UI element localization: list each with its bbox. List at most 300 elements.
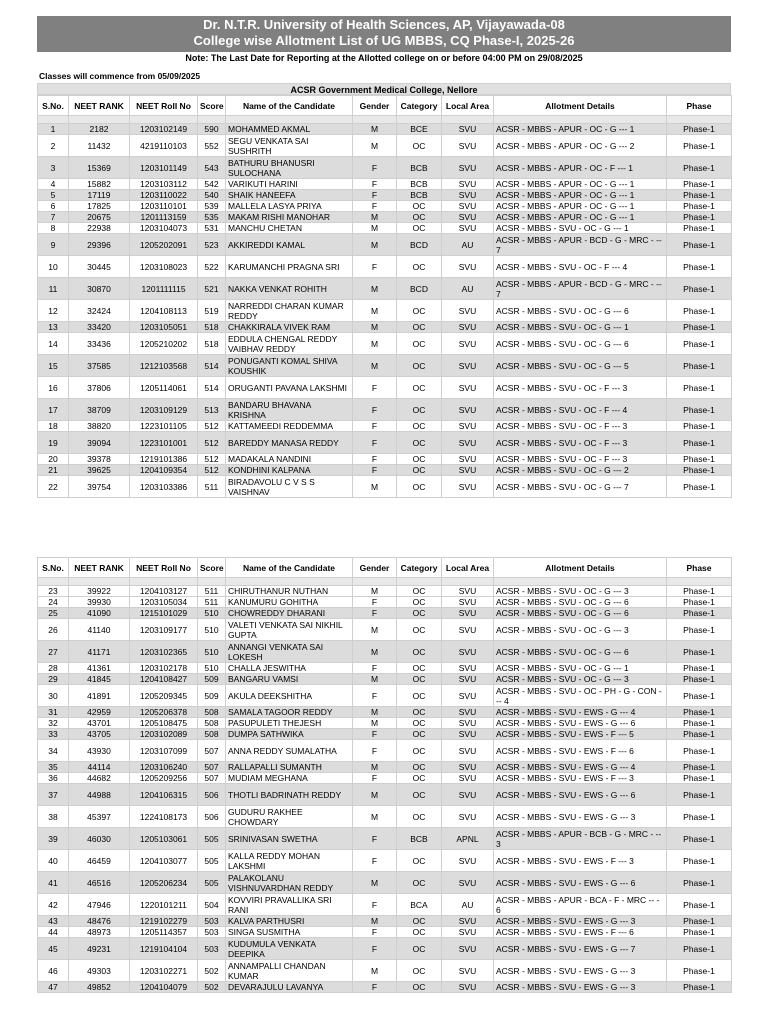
allotment-details-cell: ACSR - MBBS - APUR - OC - F --- 1 <box>494 157 667 179</box>
neet-rank-cell: 32424 <box>69 300 130 322</box>
allotment-details-cell: ACSR - MBBS - SVU - OC - F --- 4 <box>494 399 667 421</box>
candidate-name-header: Name of the Candidate <box>226 558 353 578</box>
local-area-cell: SVU <box>442 223 494 234</box>
gender-cell: F <box>353 982 397 993</box>
category-cell: OC <box>397 476 442 498</box>
sno-cell: 17 <box>38 399 69 421</box>
sno-cell: 27 <box>38 641 69 663</box>
table-row <box>38 223 732 234</box>
phase-cell: Phase-1 <box>667 729 732 740</box>
gender-cell: F <box>353 399 397 421</box>
neet-rank-cell: 45397 <box>69 806 130 828</box>
local-area-header: Local Area <box>442 96 494 116</box>
gender-cell: F <box>353 201 397 212</box>
category-cell: OC <box>397 806 442 828</box>
category-cell: BCA <box>397 894 442 916</box>
phase-cell: Phase-1 <box>667 894 732 916</box>
neet-roll-cell: 1224108173 <box>130 806 198 828</box>
neet-rank-cell: 49303 <box>69 960 130 982</box>
local-area-cell: SVU <box>442 465 494 476</box>
table-row <box>38 806 732 828</box>
category-cell: OC <box>397 597 442 608</box>
allotment-details-cell: ACSR - MBBS - APUR - BCD - G - MRC - -- 7 <box>494 234 667 256</box>
neet-rank-cell: 41891 <box>69 685 130 707</box>
category-cell: OC <box>397 355 442 377</box>
local-area-header: Local Area <box>442 558 494 578</box>
candidate-name-cell: KALVA PARTHUSRI <box>226 916 353 927</box>
sno-cell: 47 <box>38 982 69 993</box>
phase-cell: Phase-1 <box>667 872 732 894</box>
table-row <box>38 872 732 894</box>
neet-rank-cell: 38820 <box>69 421 130 432</box>
score-cell: 511 <box>198 476 226 498</box>
phase-cell: Phase-1 <box>667 355 732 377</box>
sno-cell: 6 <box>38 201 69 212</box>
neet-rank-cell: 44682 <box>69 773 130 784</box>
score-cell: 503 <box>198 927 226 938</box>
local-area-cell: SVU <box>442 124 494 135</box>
neet-roll-cell: 1223101105 <box>130 421 198 432</box>
neet-rank-header: NEET RANK <box>69 558 130 578</box>
sno-cell: 35 <box>38 762 69 773</box>
score-cell: 514 <box>198 377 226 399</box>
candidate-name-cell: DUMPA SATHWIKA <box>226 729 353 740</box>
candidate-name-cell: MANCHU CHETAN <box>226 223 353 234</box>
score-cell: 511 <box>198 586 226 597</box>
neet-roll-cell: 1203104073 <box>130 223 198 234</box>
score-cell: 510 <box>198 641 226 663</box>
sno-cell: 45 <box>38 938 69 960</box>
table-row <box>38 740 732 762</box>
sno-cell: 36 <box>38 773 69 784</box>
candidate-name-cell: GUDURU RAKHEE CHOWDARY <box>226 806 353 828</box>
sno-cell: 13 <box>38 322 69 333</box>
table-row <box>38 850 732 872</box>
category-cell: OC <box>397 256 442 278</box>
sno-cell: 9 <box>38 234 69 256</box>
phase-cell: Phase-1 <box>667 201 732 212</box>
gender-cell: M <box>353 762 397 773</box>
allotment-details-cell: ACSR - MBBS - APUR - BCD - G - MRC - -- 7 <box>494 278 667 300</box>
neet-rank-cell: 41090 <box>69 608 130 619</box>
table-row <box>38 784 732 806</box>
score-cell: 505 <box>198 850 226 872</box>
allotment-details-cell: ACSR - MBBS - SVU - EWS - F --- 6 <box>494 740 667 762</box>
category-cell: OC <box>397 960 442 982</box>
allotment-details-cell: ACSR - MBBS - SVU - EWS - G --- 3 <box>494 982 667 993</box>
sno-cell: 28 <box>38 663 69 674</box>
score-cell: 507 <box>198 762 226 773</box>
gender-cell: F <box>353 432 397 454</box>
neet-rank-cell: 42959 <box>69 707 130 718</box>
allotment-details-cell: ACSR - MBBS - SVU - OC - G --- 7 <box>494 476 667 498</box>
phase-cell: Phase-1 <box>667 454 732 465</box>
candidate-name-cell: MUDIAM MEGHANA <box>226 773 353 784</box>
neet-rank-cell: 20675 <box>69 212 130 223</box>
table-row <box>38 960 732 982</box>
table-row <box>38 685 732 707</box>
local-area-cell: SVU <box>442 718 494 729</box>
allotment-details-cell: ACSR - MBBS - APUR - OC - G --- 2 <box>494 135 667 157</box>
neet-rank-cell: 43701 <box>69 718 130 729</box>
gender-cell: F <box>353 256 397 278</box>
category-cell: OC <box>397 641 442 663</box>
phase-cell: Phase-1 <box>667 399 732 421</box>
candidate-name-cell: CHALLA JESWITHA <box>226 663 353 674</box>
phase-cell: Phase-1 <box>667 773 732 784</box>
local-area-cell: AU <box>442 278 494 300</box>
allotment-details-cell: ACSR - MBBS - SVU - EWS - G --- 6 <box>494 872 667 894</box>
score-cell: 509 <box>198 674 226 685</box>
neet-roll-header: NEET Roll No <box>130 558 198 578</box>
sno-cell: 31 <box>38 707 69 718</box>
neet-roll-cell: 1204108113 <box>130 300 198 322</box>
local-area-cell: SVU <box>442 982 494 993</box>
allotment-details-cell: ACSR - MBBS - SVU - EWS - G --- 7 <box>494 938 667 960</box>
neet-rank-cell: 43930 <box>69 740 130 762</box>
phase-cell: Phase-1 <box>667 465 732 476</box>
neet-roll-cell: 1203108023 <box>130 256 198 278</box>
sno-cell: 16 <box>38 377 69 399</box>
sno-cell: 18 <box>38 421 69 432</box>
candidate-name-cell: EDDULA CHENGAL REDDY VAIBHAV REDDY <box>226 333 353 355</box>
neet-roll-cell: 1215101029 <box>130 608 198 619</box>
score-cell: 507 <box>198 740 226 762</box>
category-cell: OC <box>397 399 442 421</box>
sno-cell: 34 <box>38 740 69 762</box>
table-header-row <box>38 96 732 116</box>
local-area-cell: SVU <box>442 597 494 608</box>
phase-cell: Phase-1 <box>667 663 732 674</box>
neet-roll-cell: 1203109129 <box>130 399 198 421</box>
local-area-cell: SVU <box>442 784 494 806</box>
neet-roll-cell: 1205209345 <box>130 685 198 707</box>
phase-cell: Phase-1 <box>667 707 732 718</box>
neet-rank-cell: 17119 <box>69 190 130 201</box>
neet-rank-cell: 2182 <box>69 124 130 135</box>
neet-rank-cell: 39625 <box>69 465 130 476</box>
gender-cell: M <box>353 476 397 498</box>
neet-rank-cell: 33420 <box>69 322 130 333</box>
table-row <box>38 157 732 179</box>
phase-cell: Phase-1 <box>667 212 732 223</box>
category-cell: BCB <box>397 179 442 190</box>
category-cell: BCD <box>397 278 442 300</box>
candidate-name-cell: ANNAMPALLI CHANDAN KUMAR <box>226 960 353 982</box>
allotment-table-2 <box>37 557 732 993</box>
local-area-cell: SVU <box>442 212 494 223</box>
candidate-name-cell: KATTAMEEDI REDDEMMA <box>226 421 353 432</box>
sno-cell: 10 <box>38 256 69 278</box>
neet-rank-cell: 37585 <box>69 355 130 377</box>
sno-cell: 2 <box>38 135 69 157</box>
category-cell: OC <box>397 982 442 993</box>
candidate-name-cell: THOTLI BADRINATH REDDY <box>226 784 353 806</box>
college-name: ACSR Government Medical College, Nellore <box>37 83 731 95</box>
candidate-name-cell: CHIRUTHANUR NUTHAN <box>226 586 353 597</box>
gender-cell: M <box>353 619 397 641</box>
sno-cell: 4 <box>38 179 69 190</box>
reporting-note: Note: The Last Date for Reporting at the Allotted college on or before 04:00 PM on 29/08/2025 <box>185 53 583 63</box>
neet-rank-cell: 41845 <box>69 674 130 685</box>
score-cell: 522 <box>198 256 226 278</box>
neet-roll-cell: 4219110103 <box>130 135 198 157</box>
phase-cell: Phase-1 <box>667 619 732 641</box>
allotment-details-cell: ACSR - MBBS - SVU - OC - G --- 3 <box>494 619 667 641</box>
table-row <box>38 465 732 476</box>
phase-cell: Phase-1 <box>667 476 732 498</box>
category-cell: OC <box>397 586 442 597</box>
neet-roll-cell: 1203107099 <box>130 740 198 762</box>
category-cell: OC <box>397 927 442 938</box>
table-row <box>38 377 732 399</box>
neet-roll-cell: 1203110022 <box>130 190 198 201</box>
table-row <box>38 421 732 432</box>
neet-rank-cell: 41361 <box>69 663 130 674</box>
candidate-name-cell: NARREDDI CHARAN KUMAR REDDY <box>226 300 353 322</box>
category-cell: OC <box>397 784 442 806</box>
local-area-cell: SVU <box>442 850 494 872</box>
table-row <box>38 674 732 685</box>
local-area-cell: SVU <box>442 135 494 157</box>
category-header: Category <box>397 558 442 578</box>
sno-cell: 5 <box>38 190 69 201</box>
neet-rank-cell: 11432 <box>69 135 130 157</box>
gender-cell: F <box>353 465 397 476</box>
allotment-details-cell: ACSR - MBBS - APUR - OC - G --- 1 <box>494 212 667 223</box>
category-cell: OC <box>397 872 442 894</box>
neet-roll-cell: 1205206378 <box>130 707 198 718</box>
category-cell: OC <box>397 201 442 212</box>
neet-rank-cell: 29396 <box>69 234 130 256</box>
neet-roll-cell: 1203110101 <box>130 201 198 212</box>
phase-cell: Phase-1 <box>667 927 732 938</box>
phase-cell: Phase-1 <box>667 608 732 619</box>
score-cell: 518 <box>198 333 226 355</box>
category-cell: OC <box>397 223 442 234</box>
phase-cell: Phase-1 <box>667 300 732 322</box>
sno-cell: 3 <box>38 157 69 179</box>
score-cell: 512 <box>198 432 226 454</box>
local-area-cell: SVU <box>442 377 494 399</box>
gender-cell: M <box>353 278 397 300</box>
neet-roll-cell: 1203102149 <box>130 124 198 135</box>
score-cell: 507 <box>198 773 226 784</box>
candidate-name-cell: MOHAMMED AKMAL <box>226 124 353 135</box>
sno-cell: 11 <box>38 278 69 300</box>
gender-cell: F <box>353 421 397 432</box>
table-row <box>38 179 732 190</box>
neet-rank-cell: 38709 <box>69 399 130 421</box>
phase-cell: Phase-1 <box>667 685 732 707</box>
gender-cell: M <box>353 641 397 663</box>
table-row <box>38 707 732 718</box>
neet-roll-cell: 1203105051 <box>130 322 198 333</box>
neet-rank-cell: 49231 <box>69 938 130 960</box>
neet-roll-cell: 1205114061 <box>130 377 198 399</box>
score-cell: 535 <box>198 212 226 223</box>
local-area-cell: SVU <box>442 322 494 333</box>
gender-cell: F <box>353 773 397 784</box>
candidate-name-cell: BATHURU BHANUSRI SULOCHANA <box>226 157 353 179</box>
score-cell: 519 <box>198 300 226 322</box>
neet-rank-cell: 39094 <box>69 432 130 454</box>
category-cell: OC <box>397 773 442 784</box>
phase-cell: Phase-1 <box>667 432 732 454</box>
gender-cell: M <box>353 960 397 982</box>
candidate-name-cell: PALAKOLANU VISHNUVARDHAN REDDY <box>226 872 353 894</box>
category-cell: BCB <box>397 190 442 201</box>
header-spacer-row <box>38 578 732 586</box>
score-cell: 502 <box>198 982 226 993</box>
phase-cell: Phase-1 <box>667 256 732 278</box>
neet-rank-cell: 44988 <box>69 784 130 806</box>
category-cell: OC <box>397 432 442 454</box>
candidate-name-cell: SEGU VENKATA SAI SUSHRITH <box>226 135 353 157</box>
table-row <box>38 300 732 322</box>
candidate-name-cell: AKKIREDDI KAMAL <box>226 234 353 256</box>
allotment-details-cell: ACSR - MBBS - SVU - OC - F --- 3 <box>494 377 667 399</box>
neet-rank-cell: 47946 <box>69 894 130 916</box>
neet-roll-cell: 1203102089 <box>130 729 198 740</box>
allotment-details-cell: ACSR - MBBS - APUR - OC - G --- 1 <box>494 124 667 135</box>
neet-roll-cell: 1205206234 <box>130 872 198 894</box>
allotment-details-cell: ACSR - MBBS - SVU - OC - F --- 3 <box>494 432 667 454</box>
neet-roll-cell: 1204106315 <box>130 784 198 806</box>
sno-cell: 25 <box>38 608 69 619</box>
table-row <box>38 476 732 498</box>
candidate-name-cell: KARUMANCHI PRAGNA SRI <box>226 256 353 278</box>
allotment-details-cell: ACSR - MBBS - SVU - OC - G --- 5 <box>494 355 667 377</box>
neet-roll-cell: 1220101211 <box>130 894 198 916</box>
phase-cell: Phase-1 <box>667 850 732 872</box>
category-cell: OC <box>397 850 442 872</box>
category-cell: OC <box>397 663 442 674</box>
table-header-row <box>38 558 732 578</box>
score-cell: 512 <box>198 465 226 476</box>
table-row <box>38 190 732 201</box>
table-row <box>38 278 732 300</box>
university-title: Dr. N.T.R. University of Health Sciences, AP, Vijayawada-08 <box>203 17 565 32</box>
candidate-name-cell: CHAKKIRALA VIVEK RAM <box>226 322 353 333</box>
allotment-details-cell: ACSR - MBBS - SVU - OC - F --- 4 <box>494 256 667 278</box>
candidate-name-cell: KUDUMULA VENKATA DEEPIKA <box>226 938 353 960</box>
score-cell: 508 <box>198 729 226 740</box>
neet-roll-cell: 1204109354 <box>130 465 198 476</box>
candidate-name-cell: KALLA REDDY MOHAN LAKSHMI <box>226 850 353 872</box>
phase-cell: Phase-1 <box>667 135 732 157</box>
candidate-name-cell: ORUGANTI PAVANA LAKSHMI <box>226 377 353 399</box>
allotment-details-cell: ACSR - MBBS - SVU - OC - G --- 1 <box>494 223 667 234</box>
score-cell: 505 <box>198 828 226 850</box>
sno-cell: 22 <box>38 476 69 498</box>
score-cell: 521 <box>198 278 226 300</box>
category-cell: OC <box>397 674 442 685</box>
score-cell: 510 <box>198 619 226 641</box>
neet-rank-cell: 17825 <box>69 201 130 212</box>
table-row <box>38 663 732 674</box>
phase-cell: Phase-1 <box>667 784 732 806</box>
phase-cell: Phase-1 <box>667 223 732 234</box>
phase-cell: Phase-1 <box>667 641 732 663</box>
gender-cell: M <box>353 586 397 597</box>
neet-roll-cell: 1219104104 <box>130 938 198 960</box>
allotment-details-cell: ACSR - MBBS - APUR - BCA - F - MRC -- - 6 <box>494 894 667 916</box>
score-cell: 552 <box>198 135 226 157</box>
sno-cell: 26 <box>38 619 69 641</box>
local-area-cell: SVU <box>442 685 494 707</box>
score-cell: 508 <box>198 718 226 729</box>
sno-cell: 46 <box>38 960 69 982</box>
category-cell: OC <box>397 762 442 773</box>
allotment-details-cell: ACSR - MBBS - SVU - OC - G --- 3 <box>494 586 667 597</box>
local-area-cell: SVU <box>442 773 494 784</box>
neet-rank-header: NEET RANK <box>69 96 130 116</box>
score-cell: 523 <box>198 234 226 256</box>
candidate-name-cell: MADAKALA NANDINI <box>226 454 353 465</box>
neet-rank-cell: 39378 <box>69 454 130 465</box>
local-area-cell: SVU <box>442 641 494 663</box>
candidate-name-cell: BANDARU BHAVANA KRISHNA <box>226 399 353 421</box>
local-area-cell: SVU <box>442 355 494 377</box>
score-cell: 542 <box>198 179 226 190</box>
neet-roll-cell: 1201113159 <box>130 212 198 223</box>
table-row <box>38 432 732 454</box>
gender-cell: M <box>353 300 397 322</box>
local-area-cell: AU <box>442 894 494 916</box>
category-cell: OC <box>397 212 442 223</box>
sno-cell: 41 <box>38 872 69 894</box>
allotment-details-cell: ACSR - MBBS - SVU - OC - G --- 2 <box>494 465 667 476</box>
gender-cell: F <box>353 850 397 872</box>
sno-cell: 43 <box>38 916 69 927</box>
sno-cell: 42 <box>38 894 69 916</box>
score-cell: 540 <box>198 190 226 201</box>
local-area-cell: SVU <box>442 179 494 190</box>
sno-cell: 32 <box>38 718 69 729</box>
table-row <box>38 773 732 784</box>
phase-header: Phase <box>667 96 732 116</box>
local-area-cell: SVU <box>442 916 494 927</box>
sno-cell: 7 <box>38 212 69 223</box>
neet-roll-cell: 1205108475 <box>130 718 198 729</box>
neet-roll-cell: 1203101149 <box>130 157 198 179</box>
neet-roll-cell: 1205103061 <box>130 828 198 850</box>
neet-rank-cell: 46516 <box>69 872 130 894</box>
table-row <box>38 927 732 938</box>
local-area-cell: SVU <box>442 729 494 740</box>
neet-roll-cell: 1219102279 <box>130 916 198 927</box>
score-cell: 502 <box>198 960 226 982</box>
gender-cell: F <box>353 729 397 740</box>
table-row <box>38 894 732 916</box>
phase-cell: Phase-1 <box>667 828 732 850</box>
neet-rank-cell: 15882 <box>69 179 130 190</box>
local-area-cell: SVU <box>442 421 494 432</box>
category-cell: OC <box>397 465 442 476</box>
neet-rank-cell: 39930 <box>69 597 130 608</box>
phase-cell: Phase-1 <box>667 377 732 399</box>
neet-roll-cell: 1204104079 <box>130 982 198 993</box>
candidate-name-cell: NAKKA VENKAT ROHITH <box>226 278 353 300</box>
category-cell: OC <box>397 421 442 432</box>
neet-roll-cell: 1203102178 <box>130 663 198 674</box>
phase-cell: Phase-1 <box>667 597 732 608</box>
allotment-details-cell: ACSR - MBBS - SVU - EWS - G --- 6 <box>494 784 667 806</box>
score-cell: 504 <box>198 894 226 916</box>
phase-cell: Phase-1 <box>667 179 732 190</box>
local-area-cell: SVU <box>442 806 494 828</box>
